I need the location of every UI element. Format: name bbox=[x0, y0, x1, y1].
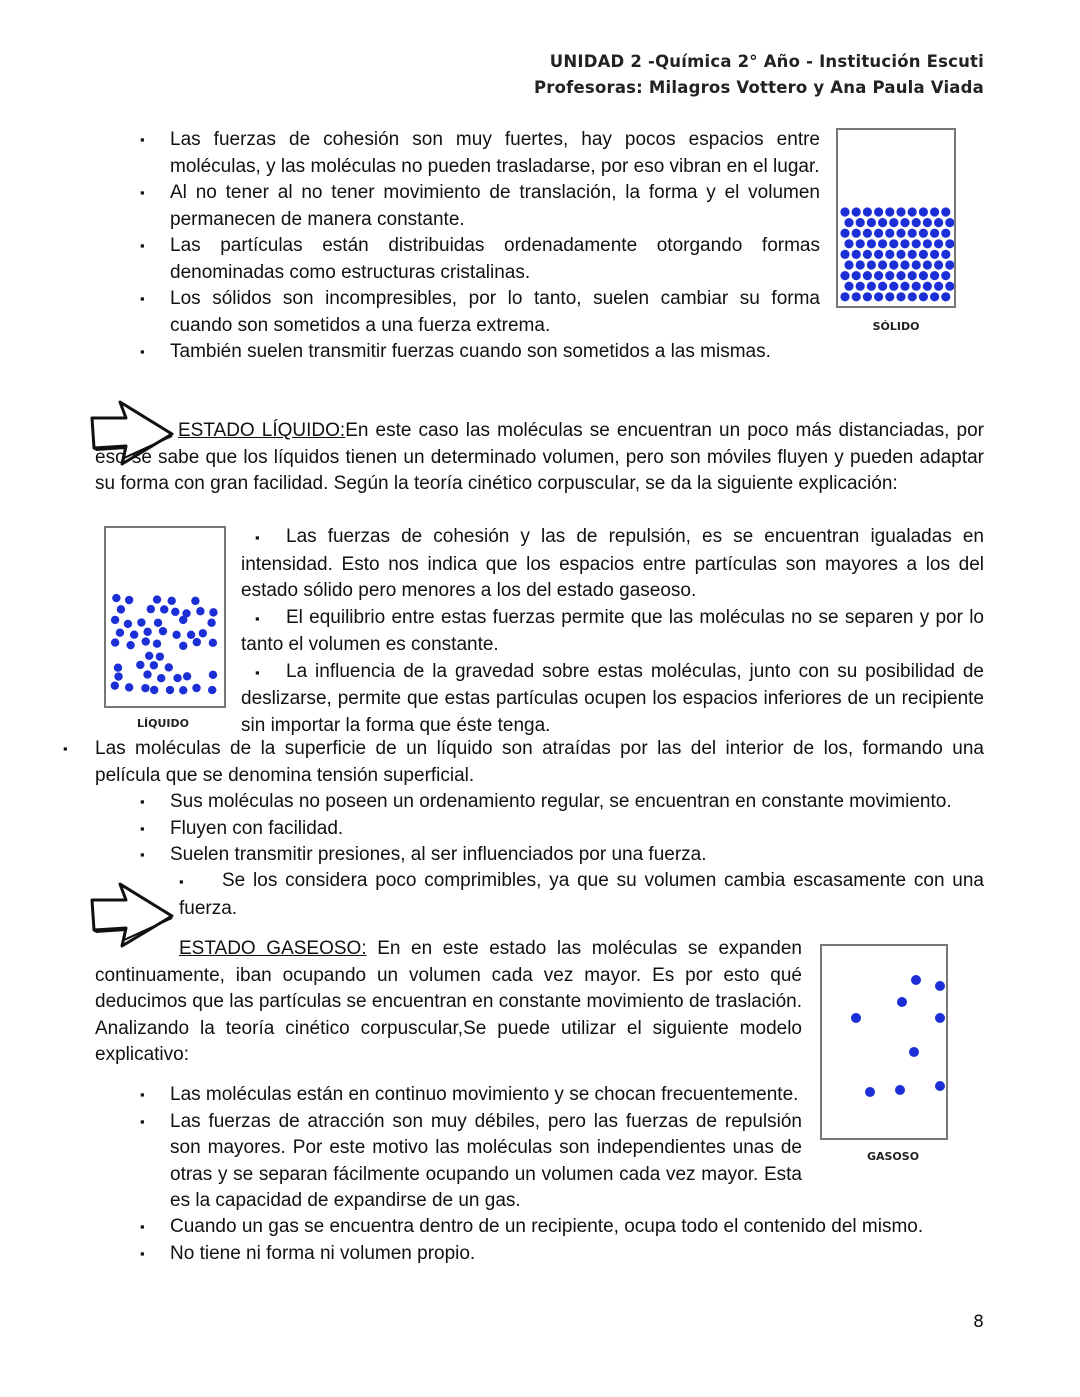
particle bbox=[930, 271, 939, 280]
particle bbox=[934, 282, 943, 291]
particle bbox=[889, 239, 898, 248]
particle bbox=[935, 981, 945, 991]
particle bbox=[867, 260, 876, 269]
particle bbox=[124, 620, 132, 628]
solid-diagram bbox=[836, 128, 956, 308]
particle bbox=[919, 292, 928, 301]
particle bbox=[125, 683, 133, 691]
particle bbox=[112, 594, 120, 602]
particle bbox=[896, 229, 905, 238]
particle bbox=[863, 271, 872, 280]
particle bbox=[863, 250, 872, 259]
particle bbox=[935, 1013, 945, 1023]
particle bbox=[930, 292, 939, 301]
particle bbox=[851, 1013, 861, 1023]
particle bbox=[874, 207, 883, 216]
particle bbox=[867, 282, 876, 291]
particle bbox=[935, 1081, 945, 1091]
particle bbox=[111, 616, 119, 624]
particle bbox=[909, 1047, 919, 1057]
particle bbox=[867, 218, 876, 227]
liquid-intro: ESTADO LÍQUIDO:En este caso las moléculas se encuentran un poco más distanciadas, por eso se sabe que los líquidos tienen un determinado volumen, pero son móviles fluyen y pueden adaptar su forma con gran facilidad. Según la teoría cinético corpuscular, se da la siguiente explicación: bbox=[95, 420, 984, 494]
particle bbox=[192, 684, 200, 692]
particle bbox=[840, 292, 849, 301]
gas-caption: GASOSO bbox=[866, 1150, 920, 1163]
particle bbox=[840, 207, 849, 216]
particle bbox=[874, 271, 883, 280]
particle bbox=[852, 271, 861, 280]
particle bbox=[945, 239, 954, 248]
particle bbox=[923, 282, 932, 291]
particle bbox=[167, 597, 175, 605]
particle bbox=[187, 631, 195, 639]
particle bbox=[912, 239, 921, 248]
particle bbox=[156, 652, 164, 660]
particle bbox=[209, 671, 217, 679]
list-item: ▪ El equilibrio entre estas fuerzas permite que las moléculas no se separen y por lo tanto el volumen es constante. bbox=[241, 606, 984, 655]
particle bbox=[919, 271, 928, 280]
particle bbox=[934, 260, 943, 269]
particle bbox=[863, 229, 872, 238]
particle bbox=[137, 618, 145, 626]
particle bbox=[111, 638, 119, 646]
particle bbox=[844, 239, 853, 248]
solid-particles bbox=[838, 130, 954, 306]
particle bbox=[844, 218, 853, 227]
particle bbox=[923, 260, 932, 269]
particle bbox=[900, 282, 909, 291]
particle bbox=[934, 239, 943, 248]
liquid-bullet-list bbox=[140, 789, 984, 869]
particle bbox=[885, 292, 894, 301]
gas-bullet-list bbox=[140, 1082, 802, 1215]
page-number: 8 bbox=[973, 1312, 984, 1332]
particle bbox=[908, 229, 917, 238]
particle bbox=[196, 607, 204, 615]
liquid-outer-bullet: ▪ Las moléculas de la superficie de un líquido son atraídas por las del interior de los, formando una película que se denomina tensión superficial. bbox=[63, 738, 984, 786]
list-item: ▪ Las fuerzas de cohesión son muy fuertes, hay pocos espacios entre moléculas, y las moléculas no pueden trasladarse, por eso vibran en el lugar. bbox=[140, 129, 820, 177]
particle bbox=[941, 292, 950, 301]
list-item: ▪ No tiene ni forma ni volumen propio. bbox=[140, 1242, 476, 1264]
particle bbox=[874, 292, 883, 301]
particle bbox=[863, 292, 872, 301]
list-item: ▪ Suelen transmitir presiones, al ser influenciados por una fuerza. bbox=[140, 844, 707, 865]
particle bbox=[844, 282, 853, 291]
particle bbox=[878, 239, 887, 248]
list-item: ▪ Fluyen con facilidad. bbox=[140, 817, 344, 839]
particle bbox=[153, 640, 161, 648]
particle bbox=[945, 282, 954, 291]
particle bbox=[912, 218, 921, 227]
particle bbox=[889, 282, 898, 291]
particle bbox=[150, 661, 158, 669]
particle bbox=[209, 608, 217, 616]
particle bbox=[852, 292, 861, 301]
list-item: ▪ Sus moléculas no poseen un ordenamiento regular, se encuentran en constante movimiento. bbox=[140, 791, 952, 812]
particle bbox=[153, 595, 161, 603]
particle bbox=[900, 239, 909, 248]
particle bbox=[147, 605, 155, 613]
particle bbox=[885, 229, 894, 238]
liquid-inner-list bbox=[241, 524, 984, 739]
particle bbox=[885, 207, 894, 216]
particle bbox=[856, 218, 865, 227]
particle bbox=[199, 629, 207, 637]
particle bbox=[856, 239, 865, 248]
particle bbox=[895, 1085, 905, 1095]
particle bbox=[114, 664, 122, 672]
particle bbox=[143, 670, 151, 678]
particle bbox=[945, 260, 954, 269]
list-item: ▪ Las partículas están distribuidas ordenadamente otorgando formas denominadas como estructuras cristalinas. bbox=[140, 235, 820, 283]
particle bbox=[171, 608, 179, 616]
particle bbox=[165, 663, 173, 671]
particle bbox=[183, 672, 191, 680]
particle bbox=[889, 218, 898, 227]
particle bbox=[856, 260, 865, 269]
header-line-2: Profesoras: Milagros Vottero y Ana Paula Viada bbox=[533, 78, 984, 97]
particle bbox=[865, 1087, 875, 1097]
particle bbox=[179, 686, 187, 694]
particle bbox=[126, 641, 134, 649]
particle bbox=[930, 250, 939, 259]
particle bbox=[908, 207, 917, 216]
liquid-diagram bbox=[104, 526, 226, 708]
particle bbox=[852, 250, 861, 259]
particle bbox=[930, 229, 939, 238]
particle bbox=[209, 639, 217, 647]
particle bbox=[179, 642, 187, 650]
particle bbox=[930, 207, 939, 216]
particle bbox=[885, 271, 894, 280]
particle bbox=[840, 271, 849, 280]
list-item: ▪ Al no tener al no tener movimiento de translación, la forma y el volumen permanecen de manera constante. bbox=[140, 182, 820, 230]
particle bbox=[208, 686, 216, 694]
particle bbox=[142, 637, 150, 645]
particle bbox=[878, 260, 887, 269]
particle bbox=[945, 218, 954, 227]
particle bbox=[193, 638, 201, 646]
particle bbox=[840, 250, 849, 259]
particle bbox=[166, 686, 174, 694]
particle bbox=[173, 674, 181, 682]
particle bbox=[191, 597, 199, 605]
particle bbox=[878, 218, 887, 227]
particle bbox=[941, 271, 950, 280]
solid-caption: SÓLIDO bbox=[872, 320, 920, 333]
gas-bullet-list-2 bbox=[140, 1214, 984, 1267]
header-line-1: UNIDAD 2 -Química 2° Año - Institución Escuti bbox=[549, 52, 984, 71]
particle bbox=[840, 229, 849, 238]
particle bbox=[908, 250, 917, 259]
particle bbox=[896, 292, 905, 301]
particle bbox=[900, 260, 909, 269]
particle bbox=[941, 229, 950, 238]
particle bbox=[919, 250, 928, 259]
solid-bullet-list bbox=[140, 127, 820, 366]
particle bbox=[897, 997, 907, 1007]
particle bbox=[908, 292, 917, 301]
list-item: ▪ Los sólidos son incompresibles, por lo tanto, suelen cambiar su forma cuando son sometidos a una fuerza extrema. bbox=[140, 288, 820, 336]
particle bbox=[172, 631, 180, 639]
particle bbox=[896, 271, 905, 280]
gas-title: ESTADO GASEOSO: bbox=[179, 938, 367, 959]
particle bbox=[874, 250, 883, 259]
particle bbox=[856, 282, 865, 291]
particle bbox=[941, 207, 950, 216]
liquid-particles bbox=[106, 528, 224, 706]
particle bbox=[867, 239, 876, 248]
particle bbox=[923, 218, 932, 227]
particle bbox=[852, 207, 861, 216]
particle bbox=[143, 628, 151, 636]
particle bbox=[896, 250, 905, 259]
particle bbox=[125, 596, 133, 604]
particle bbox=[919, 207, 928, 216]
particle bbox=[919, 229, 928, 238]
particle bbox=[116, 628, 124, 636]
particle bbox=[934, 218, 943, 227]
list-item: ▪ La influencia de la gravedad sobre estas moléculas, junto con su posibilidad de deslizarse, permite que estas partículas ocupen los espacios inferiores de un recipiente sin importar la forma que éste tenga. bbox=[241, 660, 984, 736]
liquid-title: ESTADO LÍQUIDO: bbox=[178, 420, 346, 441]
particle bbox=[117, 605, 125, 613]
list-item: ▪ Las moléculas están en continuo movimiento y se chocan frecuentemente. bbox=[140, 1084, 799, 1105]
particle bbox=[130, 630, 138, 638]
particle bbox=[941, 250, 950, 259]
particle bbox=[159, 627, 167, 635]
particle bbox=[160, 605, 168, 613]
liquid-last-bullet: ▪ Se los considera poco comprimibles, ya que su volumen cambia escasamente con una fuerza. bbox=[179, 870, 984, 919]
particle bbox=[150, 686, 158, 694]
gas-intro: ESTADO GASEOSO: En en este estado las moléculas se expanden continuamente, iban ocupando un volumen cada vez mayor. Es por esto qué deducimos que las partículas se encuentran en constante movimiento de traslación. Analizando la teoría cinético corpuscular,Se puede utilizar el siguiente modelo explicativo: bbox=[95, 938, 802, 1065]
liquid-caption: LÍQUIDO bbox=[137, 717, 189, 730]
particle bbox=[911, 975, 921, 985]
list-item: ▪ Cuando un gas se encuentra dentro de un recipiente, ocupa todo el contenido del mismo. bbox=[140, 1216, 924, 1237]
list-item: ▪ Las fuerzas de cohesión y las de repulsión, es se encuentran igualadas en intensidad. Esto nos indica que los espacios entre partículas son mayores a los del estado sólido pero menores a los del estado gaseoso. bbox=[241, 526, 984, 601]
list-item: ▪ Las fuerzas de atracción son muy débiles, pero las fuerzas de repulsión son mayores. Por este motivo las moléculas son independientes unas de otras y se separan fácilmente ocupando un volumen cada vez mayor. Esta es la capacidad de expandirse de un gas. bbox=[140, 1110, 802, 1211]
particle bbox=[889, 260, 898, 269]
particle bbox=[896, 207, 905, 216]
particle bbox=[136, 661, 144, 669]
particle bbox=[179, 616, 187, 624]
particle bbox=[157, 674, 165, 682]
particle bbox=[912, 260, 921, 269]
particle bbox=[874, 229, 883, 238]
particle bbox=[885, 250, 894, 259]
gas-particles bbox=[822, 946, 946, 1138]
particle bbox=[111, 681, 119, 689]
particle bbox=[912, 282, 921, 291]
gas-diagram bbox=[820, 944, 948, 1140]
particle bbox=[141, 684, 149, 692]
particle bbox=[878, 282, 887, 291]
particle bbox=[114, 672, 122, 680]
particle bbox=[923, 239, 932, 248]
particle bbox=[900, 218, 909, 227]
particle bbox=[852, 229, 861, 238]
particle bbox=[863, 207, 872, 216]
particle bbox=[908, 271, 917, 280]
particle bbox=[207, 619, 215, 627]
particle bbox=[844, 260, 853, 269]
list-item: ▪ También suelen transmitir fuerzas cuando son sometidos a las mismas. bbox=[140, 341, 771, 362]
particle bbox=[154, 619, 162, 627]
particle bbox=[145, 652, 153, 660]
